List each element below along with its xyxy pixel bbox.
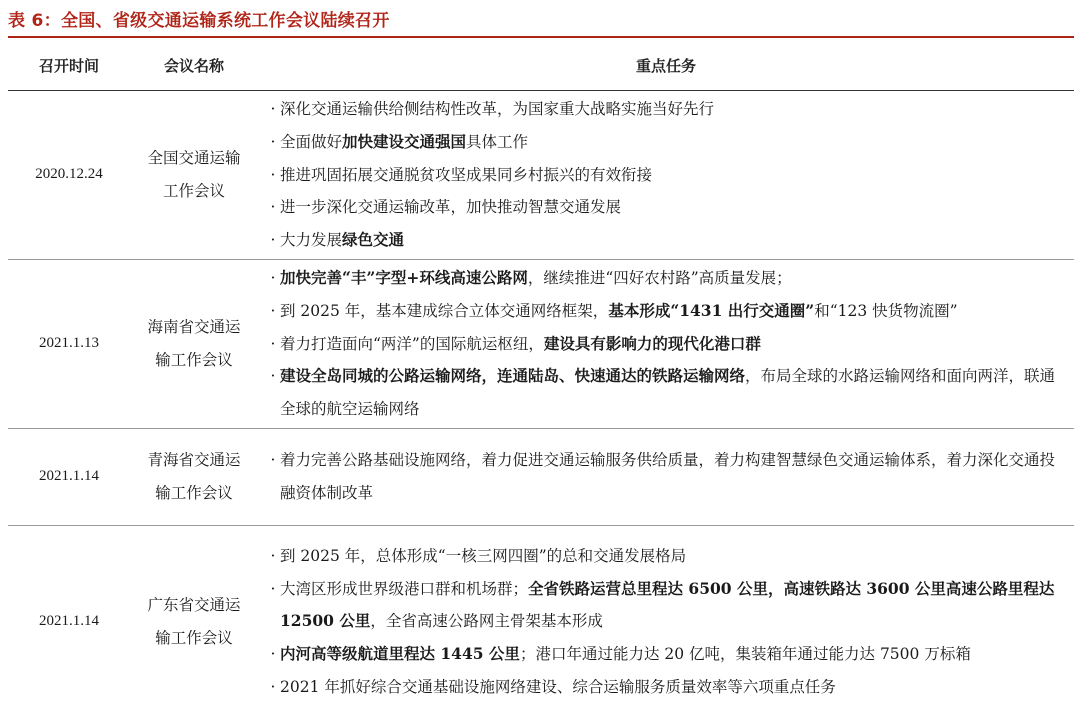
- bullet-icon: ·: [270, 451, 276, 470]
- table-row: [8, 259, 1074, 428]
- task-item: · 加快完善“丰”字型+环线高速公路网，继续推进“四好农村路”高质量发展；: [266, 262, 1066, 295]
- table-row: [8, 428, 1074, 525]
- meeting-name: 广东省交通运输工作会议: [147, 595, 241, 647]
- table-title: 表 6：全国、省级交通运输系统工作会议陆续召开: [8, 11, 390, 31]
- meeting-name: 青海省交通运输工作会议: [130, 428, 258, 525]
- bullet-icon: ·: [270, 100, 276, 118]
- bullet-icon: ·: [270, 645, 276, 664]
- bullet-icon: ·: [270, 334, 276, 353]
- bullet-icon: ·: [270, 367, 276, 386]
- meeting-date: 2021.1.13: [8, 259, 130, 428]
- key-tasks: [258, 428, 1074, 525]
- meeting-name: 海南省交通运输工作会议: [130, 259, 258, 428]
- meeting-date: 2021.1.14: [39, 613, 99, 630]
- bullet-icon: ·: [270, 546, 276, 565]
- bullet-icon: ·: [270, 165, 276, 184]
- title-rule: [8, 36, 1074, 38]
- table-row: [8, 525, 1074, 717]
- task-item: · 着力完善公路基础设施网络，着力促进交通运输服务供给质量，着力构建智慧绿色交通运输体系，着力深化交通投融资体制改革: [266, 444, 1066, 510]
- bullet-icon: ·: [270, 301, 276, 320]
- task-item: · 大湾区形成世界级港口群和机场群；全省铁路运营总里程达 6500 公里，高速铁路达 3600 公里高速公路里程达 12500 公里，全省高速公路网主骨架基本形成: [266, 573, 1066, 639]
- header-row: [8, 40, 1074, 91]
- task-item: · 建设全岛同城的公路运输网络，连通陆岛、快速通达的铁路运输网络，布局全球的水路运输网络和面向两洋，联通全球的航空运输网络: [266, 360, 1066, 426]
- bullet-icon: ·: [270, 268, 276, 287]
- task-item: · 到 2025 年，基本建成综合立体交通网络框架，基本形成“1431 出行交通圈”和“123 快货物流圈”: [266, 295, 1066, 328]
- bullet-icon: ·: [270, 579, 276, 598]
- task-item: · 大力发展绿色交通: [266, 224, 1066, 257]
- table-row: [8, 91, 1074, 260]
- meeting-date: 2021.1.14: [8, 428, 130, 525]
- key-tasks: [258, 259, 1074, 428]
- key-tasks: [258, 91, 1074, 260]
- header-name: 会议名称: [130, 40, 258, 91]
- task-item: · 2021 年抓好综合交通基础设施网络建设、综合运输服务质量效率等六项重点任务: [266, 671, 1066, 704]
- key-tasks: [258, 525, 1074, 717]
- task-item: · 深化交通运输供给侧结构性改革，为国家重大战略实施当好先行: [266, 93, 1066, 126]
- task-item: · 全面做好加快建设交通强国具体工作: [266, 126, 1066, 159]
- bullet-icon: ·: [270, 132, 276, 151]
- task-item: · 内河高等级航道里程达 1445 公里；港口年通过能力达 20 亿吨，集装箱年通过能力达 7500 万标箱: [266, 638, 1066, 671]
- meeting-name: 全国交通运输工作会议: [130, 91, 258, 260]
- task-item: · 推进巩固拓展交通脱贫攻坚成果同乡村振兴的有效衔接: [266, 159, 1066, 192]
- task-item: · 到 2025 年，总体形成“一核三网四圈”的总和交通发展格局: [266, 540, 1066, 573]
- bullet-icon: ·: [270, 677, 276, 696]
- header-tasks: 重点任务: [258, 40, 1074, 91]
- bullet-icon: ·: [270, 198, 276, 217]
- task-item: · 进一步深化交通运输改革，加快推动智慧交通发展: [266, 191, 1066, 224]
- meeting-table: [8, 40, 1074, 717]
- bullet-icon: ·: [270, 231, 276, 250]
- header-date: 召开时间: [8, 40, 130, 91]
- meeting-date: 2020.12.24: [8, 91, 130, 260]
- task-item: · 着力打造面向“两洋”的国际航运枢纽，建设具有影响力的现代化港口群: [266, 328, 1066, 361]
